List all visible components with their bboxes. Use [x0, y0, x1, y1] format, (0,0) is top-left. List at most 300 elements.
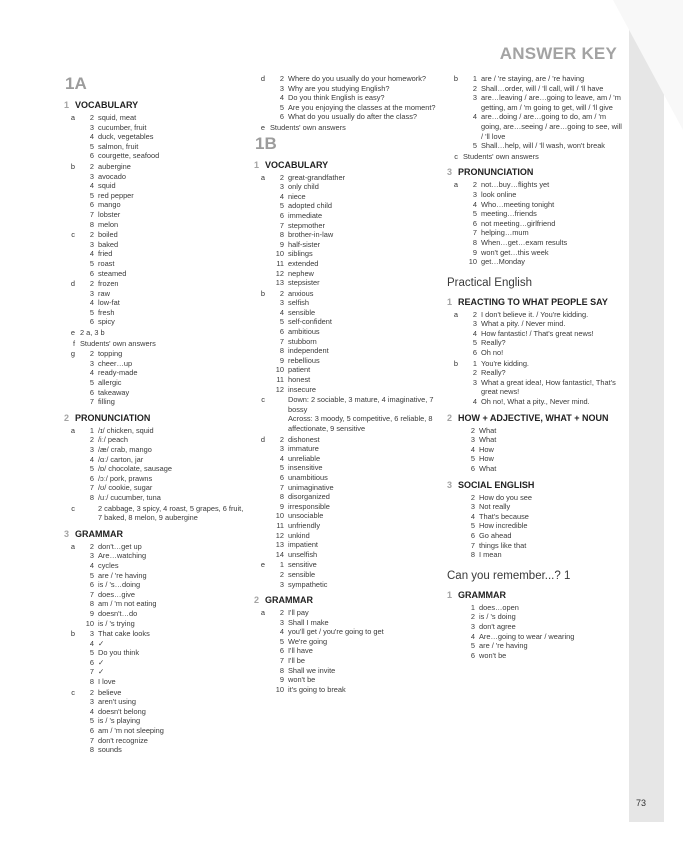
item-text: are / 're staying, are / 're having — [481, 74, 585, 83]
exercise-text: Students' own answers — [463, 151, 539, 161]
exercise-items — [447, 493, 622, 560]
page-title: ANSWER KEY — [499, 44, 617, 63]
item-text: /æ/ crab, mango — [98, 445, 152, 454]
item-text: honest — [288, 375, 311, 385]
item-text: are / 're having — [98, 570, 147, 580]
page-number: 73 — [636, 798, 647, 808]
item-text: does…give — [98, 589, 135, 599]
section-number: 1 — [447, 296, 453, 307]
answer-item — [270, 308, 439, 318]
item-text: avocado — [98, 171, 126, 181]
item-text: What a pity. / Never mind. — [481, 319, 566, 329]
item-number: 3 — [279, 444, 284, 454]
exercise-items — [80, 113, 249, 161]
answer-item — [80, 220, 249, 230]
item-number: 6 — [89, 387, 94, 397]
answer-item — [80, 609, 249, 619]
item-text: What — [479, 435, 497, 445]
item-number: 5 — [89, 378, 94, 388]
item-text: sensitive — [288, 560, 317, 570]
item-text: Shall…order, will / 'll call, will / 'll have — [481, 83, 604, 93]
item-number: 6 — [89, 580, 94, 590]
answer-item — [270, 395, 439, 414]
exercise-items — [463, 180, 622, 266]
exercise-letter: d — [70, 279, 75, 289]
answer-item — [270, 463, 439, 473]
item-number: 5 — [89, 141, 94, 151]
exercise-group — [64, 339, 249, 349]
exercise-items — [270, 173, 439, 288]
answer-item — [80, 426, 249, 436]
answer-item — [270, 211, 439, 221]
item-number: 9 — [472, 247, 477, 257]
item-number: 5 — [472, 141, 477, 151]
item-text: cheer…up — [98, 358, 133, 368]
item-text: Go ahead — [479, 530, 512, 540]
item-number: 8 — [279, 346, 284, 356]
item-number: 7 — [472, 228, 477, 238]
section-number: 3 — [447, 167, 453, 178]
item-number: 13 — [275, 540, 284, 550]
exercise-group — [447, 310, 622, 358]
answer-item — [80, 745, 249, 755]
item-text: I'll be — [288, 656, 306, 666]
item-number: 1 — [279, 560, 284, 570]
item-number: 5 — [470, 454, 475, 464]
answer-item — [80, 172, 249, 182]
exercise-items — [80, 629, 249, 687]
answer-item — [463, 209, 622, 219]
item-number: 2 — [472, 180, 477, 190]
item-text: are…leaving / are…going to leave, am / 'm getting, am / 'm going to get, will / 'll give — [481, 93, 621, 112]
item-text: dishonest — [288, 434, 320, 444]
exercise-letter: a — [260, 608, 265, 618]
answer-item — [463, 200, 622, 210]
item-number: 8 — [279, 665, 284, 675]
item-text: spicy — [98, 317, 115, 327]
answer-item — [461, 426, 622, 436]
item-text: baked — [98, 239, 119, 249]
item-text: Who…meeting tonight — [481, 199, 555, 209]
answer-item — [270, 230, 439, 240]
answer-item — [270, 560, 439, 570]
item-number: 3 — [89, 239, 94, 249]
exercise-group — [254, 560, 439, 589]
item-text: What — [479, 464, 497, 473]
item-number: 1 — [89, 425, 94, 435]
item-text: brother-in-law — [288, 230, 334, 240]
item-text: believe — [98, 687, 122, 697]
exercise-letter: d — [260, 74, 265, 83]
answer-item — [80, 368, 249, 378]
item-number: 7 — [89, 667, 94, 677]
answer-item — [270, 502, 439, 512]
section-title: VOCABULARY — [265, 159, 329, 170]
answer-item — [270, 550, 439, 560]
exercise-text: Students' own answers — [270, 122, 346, 132]
item-text: won't be — [479, 650, 507, 660]
answer-item — [270, 618, 439, 628]
answer-item — [270, 93, 439, 103]
section-title: GRAMMAR — [75, 528, 123, 539]
exercise-text: 2 a, 3 b — [80, 328, 105, 338]
answer-item — [80, 599, 249, 609]
answer-item — [80, 200, 249, 210]
item-number: 2 — [279, 608, 284, 618]
section-title: VOCABULARY — [75, 100, 139, 110]
answer-item — [80, 667, 249, 677]
item-text: That's because — [479, 511, 529, 521]
answer-item — [80, 435, 249, 445]
item-number: 3 — [89, 629, 94, 639]
answer-item — [270, 521, 439, 531]
item-number: 5 — [89, 464, 94, 474]
item-number: 2 — [470, 492, 475, 502]
item-number: 13 — [275, 278, 284, 288]
item-text: is / 's trying — [98, 618, 135, 628]
exercise-letter: c — [71, 503, 75, 513]
exercise-group — [64, 279, 249, 327]
item-number: 5 — [472, 338, 477, 348]
answer-item — [80, 181, 249, 191]
exercise-letter: g — [70, 349, 75, 359]
right-margin-strip — [629, 25, 664, 822]
item-number: 6 — [89, 268, 94, 278]
item-number: 6 — [89, 317, 94, 327]
item-text: What — [479, 425, 497, 435]
answer-item — [270, 656, 439, 666]
answer-item — [270, 483, 439, 493]
section-title: HOW + ADJECTIVE, WHAT + NOUN — [458, 412, 609, 423]
answer-item — [270, 192, 439, 202]
item-number: 4 — [89, 706, 94, 716]
item-text: Not really — [479, 502, 511, 512]
item-text: How do you see — [479, 492, 532, 502]
answer-item — [270, 298, 439, 308]
item-number: 10 — [85, 618, 94, 628]
answer-item — [270, 278, 439, 288]
answer-item — [270, 201, 439, 211]
exercise-letter: b — [260, 288, 265, 298]
answer-item — [270, 337, 439, 347]
item-text: half-sister — [288, 239, 321, 249]
answer-item — [270, 365, 439, 375]
answer-item — [80, 298, 249, 308]
exercise-group — [447, 180, 622, 266]
item-number: 7 — [89, 589, 94, 599]
item-text: stepsister — [288, 278, 320, 288]
item-text: mango — [98, 200, 121, 210]
item-text: great-grandfather — [288, 172, 346, 182]
item-number: 7 — [89, 209, 94, 219]
section-title: GRAMMAR — [265, 595, 313, 606]
section-heading — [64, 100, 249, 110]
answer-item — [80, 464, 249, 474]
answer-item — [80, 445, 249, 455]
item-number: 9 — [279, 239, 284, 249]
item-text: I'll pay — [288, 608, 309, 618]
item-text: /ɪ/ chicken, squid — [98, 425, 154, 435]
answer-item — [461, 632, 622, 642]
exercise-group — [447, 359, 622, 407]
item-text: squid, meat — [98, 113, 137, 122]
section-heading — [447, 297, 622, 307]
item-number: 4 — [470, 631, 475, 641]
item-text: unimaginative — [288, 482, 334, 492]
exercise-letter: a — [453, 180, 458, 190]
item-text: self-confident — [288, 317, 332, 327]
answer-item — [461, 512, 622, 522]
item-text: are…doing / are…going to do, am / 'm going, are…seeing / are…going to see, will / 'll love — [481, 112, 622, 141]
answer-item — [80, 210, 249, 220]
exercise-group — [64, 688, 249, 755]
item-number: 3 — [279, 579, 284, 589]
item-text: are / 're having — [479, 641, 528, 651]
item-number: 7 — [279, 656, 284, 666]
section-title: PRONUNCIATION — [75, 412, 151, 423]
item-number: 3 — [89, 122, 94, 132]
item-number: 6 — [89, 726, 94, 736]
answer-item — [80, 658, 249, 668]
item-text: duck, vegetables — [98, 132, 154, 142]
item-text: sensible — [288, 307, 316, 317]
item-number: 7 — [279, 336, 284, 346]
answer-item — [80, 388, 249, 398]
answer-item — [80, 123, 249, 133]
section-number: 3 — [64, 528, 70, 539]
answer-item — [80, 191, 249, 201]
item-number: 4 — [279, 627, 284, 637]
answer-item — [80, 542, 249, 552]
item-number: 4 — [470, 444, 475, 454]
item-number: 3 — [472, 319, 477, 329]
answer-item — [270, 182, 439, 192]
item-text: Are…watching — [98, 551, 147, 561]
answer-item — [461, 502, 622, 512]
item-number: 6 — [279, 646, 284, 656]
answer-item — [461, 454, 622, 464]
item-text: stubborn — [288, 336, 317, 346]
item-number: 3 — [279, 298, 284, 308]
item-text: /ɒ/ chocolate, sausage — [98, 464, 172, 474]
answer-item — [80, 697, 249, 707]
answer-item — [463, 368, 622, 378]
item-text: look online — [481, 189, 517, 199]
exercise-letter: a — [70, 425, 75, 435]
exercise-letter: b — [70, 629, 75, 639]
item-text: Do you think — [98, 648, 140, 658]
unit-heading: 1A — [65, 74, 87, 93]
item-text: helping…mum — [481, 228, 529, 238]
item-number: 4 — [279, 93, 284, 103]
exercise-items — [270, 435, 439, 560]
answer-item — [461, 464, 622, 474]
exercise-letter: c — [261, 395, 265, 405]
answer-item — [80, 269, 249, 279]
exercise-group — [64, 426, 249, 503]
exercise-group — [447, 152, 622, 162]
item-number: 5 — [89, 258, 94, 268]
answer-item — [270, 627, 439, 637]
answer-item — [270, 435, 439, 445]
item-text: disorganized — [288, 492, 330, 502]
exercise-items — [80, 504, 249, 523]
answer-item — [270, 375, 439, 385]
section-heading — [447, 590, 622, 600]
answer-item — [80, 629, 249, 639]
answer-item — [461, 521, 622, 531]
exercise-group — [447, 74, 622, 151]
item-text: independent — [288, 346, 329, 356]
answer-item — [80, 113, 249, 123]
answer-item — [270, 103, 439, 113]
item-number: 4 — [279, 453, 284, 463]
item-number: 2 — [89, 279, 94, 289]
answer-item — [270, 675, 439, 685]
item-text: Shall…help, will / 'll wash, won't break — [481, 141, 605, 151]
item-text: only child — [288, 182, 319, 192]
item-number: 8 — [89, 492, 94, 502]
item-text: How incredible — [479, 521, 528, 531]
item-text: /ʊ/ cookie, sugar — [98, 483, 153, 493]
item-number: 5 — [89, 190, 94, 200]
answer-item — [270, 414, 439, 433]
item-number — [270, 395, 288, 414]
item-number: 4 — [89, 638, 94, 648]
answer-item — [270, 511, 439, 521]
item-number: 5 — [279, 102, 284, 112]
item-number: 6 — [279, 472, 284, 482]
answer-item — [80, 151, 249, 161]
answer-item — [80, 162, 249, 172]
item-text: sympathetic — [288, 579, 328, 589]
item-number: 2 — [472, 83, 477, 93]
item-number: 5 — [89, 716, 94, 726]
item-number: 6 — [89, 151, 94, 161]
item-number: 6 — [472, 218, 477, 228]
item-number: 2 — [472, 309, 477, 319]
item-number — [270, 414, 288, 433]
item-number: 4 — [89, 181, 94, 191]
answer-item — [463, 219, 622, 229]
item-number: 7 — [89, 735, 94, 745]
item-number: 5 — [279, 463, 284, 473]
answer-item — [270, 540, 439, 550]
exercise-group — [64, 162, 249, 229]
item-text: is / 's doing — [479, 612, 516, 622]
exercise-group — [254, 608, 439, 694]
item-text: get…Monday — [481, 257, 525, 267]
exercise-group — [254, 123, 439, 133]
answer-item — [80, 132, 249, 142]
item-text: How — [479, 454, 494, 464]
answer-item — [270, 444, 439, 454]
answer-item — [463, 74, 622, 84]
item-text: ready-made — [98, 368, 138, 378]
exercise-items — [270, 74, 439, 122]
item-number: 8 — [89, 219, 94, 229]
item-text: red pepper — [98, 190, 134, 200]
exercise-letter: a — [260, 172, 265, 182]
item-text: unkind — [288, 530, 310, 540]
exercise-items — [80, 162, 249, 229]
item-number: 4 — [89, 560, 94, 570]
item-text: How — [479, 444, 494, 454]
exercise-letter: a — [70, 541, 75, 551]
exercise-items — [80, 279, 249, 327]
item-text: sounds — [98, 745, 122, 755]
item-text: sensible — [288, 569, 316, 579]
item-number: 5 — [279, 636, 284, 646]
item-text: steamed — [98, 268, 127, 278]
section-number: 1 — [447, 589, 453, 600]
section-number: 3 — [447, 479, 453, 490]
item-number: 6 — [89, 657, 94, 667]
section-title: REACTING TO WHAT PEOPLE SAY — [458, 296, 608, 307]
exercise-letter: f — [72, 338, 75, 348]
item-number: 9 — [279, 675, 284, 685]
answer-item — [80, 639, 249, 649]
section-heading — [254, 595, 439, 605]
answer-item — [463, 319, 622, 329]
item-text: meeting…friends — [481, 209, 537, 219]
item-text: fresh — [98, 307, 115, 317]
item-text: What do you usually do after the class? — [288, 112, 417, 122]
item-number: 2 — [89, 435, 94, 445]
answer-item — [270, 173, 439, 183]
item-text: Really? — [481, 338, 506, 348]
item-text: irresponsible — [288, 501, 330, 511]
answer-item — [463, 180, 622, 190]
item-text: siblings — [288, 249, 313, 259]
item-number: 4 — [279, 307, 284, 317]
exercise-items — [463, 74, 622, 151]
answer-item — [270, 454, 439, 464]
item-number: 14 — [275, 549, 284, 559]
item-number: 5 — [89, 307, 94, 317]
item-text: lobster — [98, 209, 121, 219]
section-heading — [447, 413, 622, 423]
answer-item — [80, 349, 249, 359]
answer-item — [463, 112, 622, 141]
item-text: I mean — [479, 550, 502, 560]
answer-item — [270, 346, 439, 356]
answer-item — [461, 435, 622, 445]
item-text: immature — [288, 444, 319, 454]
answer-item — [80, 317, 249, 327]
item-number: 2 — [279, 172, 284, 182]
answer-item — [80, 493, 249, 503]
item-number: 7 — [279, 482, 284, 492]
exercise-items — [270, 608, 439, 694]
item-text: rebellious — [288, 355, 320, 365]
item-number: 10 — [275, 249, 284, 259]
answer-item — [80, 230, 249, 240]
answer-item — [270, 492, 439, 502]
item-text: Across: 3 moody, 5 competitive, 6 reliable, 8 affectionate, 9 sensitive — [288, 414, 433, 433]
item-text: Oh no!, What a pity., Never mind. — [481, 397, 590, 407]
item-number: 4 — [472, 199, 477, 209]
item-number: 2 — [89, 113, 94, 122]
item-text: immediate — [288, 210, 323, 220]
item-text: is / 's…doing — [98, 580, 141, 590]
item-number: 5 — [470, 641, 475, 651]
item-text: it's going to break — [288, 684, 346, 694]
exercise-group — [64, 328, 249, 338]
exercise-text: Students' own answers — [80, 338, 156, 348]
answer-item — [463, 359, 622, 369]
item-number: 8 — [89, 599, 94, 609]
